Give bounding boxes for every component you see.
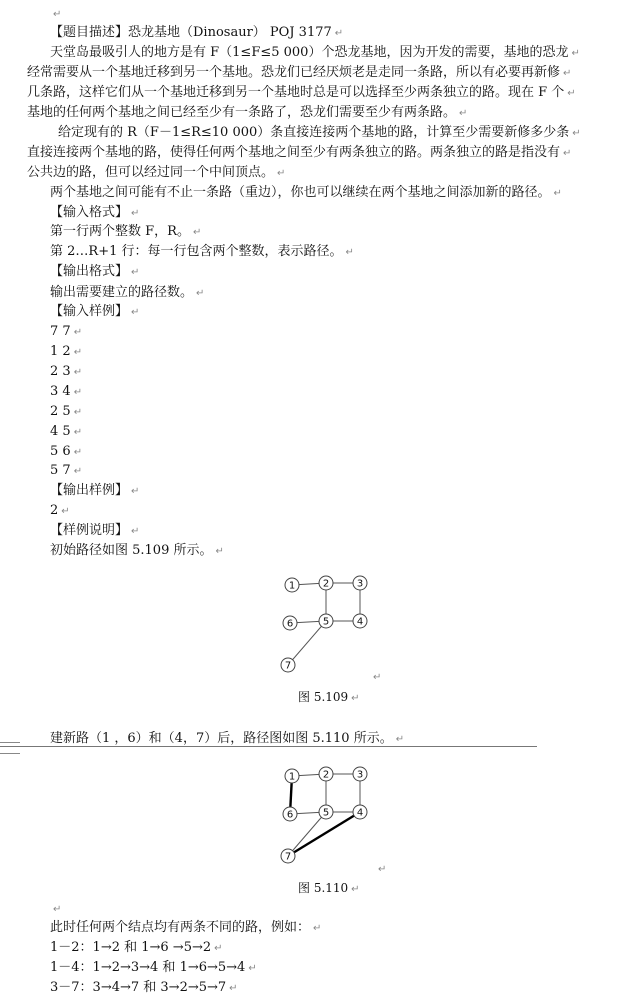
paragraph-text: 第一行两个整数 F，R。 [50, 224, 190, 239]
pilcrow-mark: ↵ [313, 923, 322, 934]
paragraph-explain1 [50, 541, 224, 561]
paragraph-s6 [50, 422, 82, 442]
pilcrow-mark: ↵ [61, 506, 70, 517]
paragraph-text: 直接连接两个基地的路，使得任何两个基地之间至少有两条独立的路。两条独立的路是指没有 [27, 145, 561, 160]
node-label: 4 [356, 807, 364, 819]
node-5 [319, 614, 333, 628]
paragraph-s8 [50, 461, 82, 481]
paragraph-out-val [50, 501, 70, 521]
node-label: 7 [284, 660, 292, 672]
graph-figure-5-109 [278, 571, 388, 681]
paragraph-desc2 [27, 63, 571, 83]
pilcrow-mark: ↵ [277, 168, 286, 179]
paragraph-desc5 [58, 123, 581, 143]
pilcrow-mark: ↵ [131, 267, 140, 278]
paragraph-title [50, 23, 343, 43]
paragraph-desc4 [27, 103, 467, 123]
paragraph-text: 输出需要建立的路径数。 [50, 285, 194, 300]
node-label: 6 [286, 618, 294, 630]
node-label: 2 [322, 769, 330, 781]
node-6 [283, 807, 297, 821]
pilcrow-mark: ↵ [53, 9, 62, 20]
pilcrow-mark: ↵ [395, 734, 405, 745]
pilcrow-mark: ↵ [131, 307, 140, 318]
paragraph-desc6 [27, 143, 571, 163]
pilcrow-mark: ↵ [563, 68, 572, 79]
paragraph-text: 【样例说明】 [50, 523, 129, 538]
paragraph-text: 【输出样例】 [50, 483, 129, 498]
paragraph-input-head [50, 203, 139, 223]
pilcrow-mark: ↵ [334, 28, 344, 39]
paragraph-desc3 [27, 83, 576, 103]
paragraph-desc8 [50, 183, 562, 203]
paragraph-text: 1 2 [50, 344, 71, 359]
paragraph-text: 2 3 [50, 364, 71, 379]
paragraph-text: 建新路（1 ，6）和（4，7）后，路径图如图 5.110 所示。 [50, 731, 393, 746]
page-break-marker [0, 742, 20, 754]
pilcrow-mark: ↵ [571, 48, 580, 59]
pilcrow-mark: ↵ [567, 88, 576, 99]
paragraph-text: 7 7 [50, 324, 71, 339]
node-1 [285, 769, 299, 783]
paragraph-text: 5 6 [50, 444, 71, 459]
paragraph-explain-head [50, 521, 139, 541]
pilcrow-mark: ↵ [73, 427, 83, 438]
page-break-line [0, 746, 537, 747]
paragraph-sample-in-head [50, 302, 139, 322]
pilcrow-mark: ↵ [373, 672, 382, 683]
node-label: 7 [284, 851, 292, 863]
paragraph-text: 【输入格式】 [50, 205, 129, 220]
paragraph-text: 【输入样例】 [50, 304, 129, 319]
paragraph-text: 【题目描述】恐龙基地（Dinosaur） POJ 3177 [50, 25, 332, 40]
node-label: 6 [286, 809, 294, 821]
pilcrow-mark: ↵ [131, 526, 140, 537]
pilcrow-mark: ↵ [553, 188, 562, 199]
node-5 [319, 805, 333, 819]
pilcrow-mark: ↵ [248, 963, 257, 974]
paragraph-s2 [50, 342, 82, 362]
paragraph-text: 公共边的路，但可以经过同一个中间顶点。 [27, 165, 275, 180]
node-3 [353, 767, 367, 781]
pilcrow-mark: ↵ [73, 327, 83, 338]
paragraph-s7 [50, 442, 82, 462]
paragraph-text: 经常需要从一个基地迁移到另一个基地。恐龙们已经厌烦老是走同一条路，所以有必要再新修 [27, 65, 561, 80]
paragraph-s5 [50, 402, 82, 422]
pilcrow-mark: ↵ [459, 108, 468, 119]
paragraph-text: 初始路径如图 5.109 所示。 [50, 543, 213, 558]
paragraph-ex2 [50, 958, 257, 978]
node-7 [281, 849, 295, 863]
paragraph-blank-after-cap2 [50, 899, 61, 919]
node-7 [281, 658, 295, 672]
paragraph-text: 两个基地之间可能有不止一条路（重边），你也可以继续在两个基地之间添加新的路径。 [50, 185, 551, 200]
pilcrow-mark: ↵ [53, 904, 62, 915]
paragraph-text: 图 5.109 [298, 690, 349, 704]
node-label: 5 [322, 807, 330, 819]
pilcrow-mark: ↵ [73, 367, 83, 378]
pilcrow-mark: ↵ [73, 447, 83, 458]
pilcrow-mark: ↵ [351, 884, 360, 895]
paragraph-text: 4 5 [50, 424, 71, 439]
paragraph-sample-out-head [50, 481, 139, 501]
pilcrow-mark: ↵ [345, 247, 354, 258]
paragraph-text: 3 4 [50, 384, 71, 399]
node-label: 4 [356, 616, 364, 628]
pilcrow-mark: ↵ [131, 208, 140, 219]
paragraph-text: 2 5 [50, 404, 71, 419]
node-6 [283, 616, 297, 630]
node-4 [353, 614, 367, 628]
paragraph-s4 [50, 382, 82, 402]
pilcrow-mark: ↵ [131, 486, 140, 497]
node-2 [319, 767, 333, 781]
paragraph-ex3 [50, 978, 238, 998]
pilcrow-mark: ↵ [73, 466, 83, 477]
paragraph-text: 3－7：3→4→7 和 3→2→5→7 [50, 980, 227, 995]
paragraph-text: 天堂岛最吸引人的地方是有 F（1≤F≤5 000）个恐龙基地，因为开发的需要，基地的恐龙 [50, 45, 569, 60]
paragraph-input1 [50, 222, 201, 242]
paragraph-s3 [50, 362, 82, 382]
pilcrow-mark: ↵ [214, 943, 223, 954]
pilcrow-mark: ↵ [73, 407, 83, 418]
paragraph-output-head [50, 262, 139, 282]
node-3 [353, 576, 367, 590]
paragraph-text: 【输出格式】 [50, 264, 129, 279]
pilcrow-mark: ↵ [73, 347, 83, 358]
paragraph-ex1 [50, 938, 223, 958]
paragraph-text: 2 [50, 503, 59, 518]
paragraph-desc7 [27, 163, 285, 183]
paragraph-text: 5 7 [50, 463, 71, 478]
paragraph-text: 几条路，这样它们从一个基地迁移到另一个基地时总是可以选择至少两条独立的路。现在 F 个 [27, 85, 565, 100]
paragraph-text: 第 2…R+1 行：每一行包含两个整数，表示路径。 [50, 244, 343, 259]
node-label: 3 [356, 769, 364, 781]
graph-figure-5-110 [278, 762, 388, 872]
node-label: 1 [288, 771, 296, 783]
pilcrow-mark: ↵ [563, 148, 572, 159]
pilcrow-mark: ↵ [192, 227, 202, 238]
node-label: 5 [322, 616, 330, 628]
paragraph-input2 [50, 242, 354, 262]
pilcrow-mark: ↵ [215, 546, 224, 557]
pilcrow-mark: ↵ [572, 128, 581, 139]
node-4 [353, 805, 367, 819]
pilcrow-mark: ↵ [196, 288, 205, 299]
paragraph-text: 1－4：1→2→3→4 和 1→6→5→4 [50, 960, 246, 975]
pilcrow-mark: ↵ [351, 693, 360, 704]
paragraph-cap1 [298, 688, 360, 708]
node-2 [319, 576, 333, 590]
pilcrow-mark: ↵ [73, 387, 83, 398]
node-label: 3 [356, 578, 364, 590]
paragraph-desc1 [50, 43, 580, 63]
paragraph-text: 基地的任何两个基地之间已经至少有一条路了，恐龙们需要至少有两条路。 [27, 105, 457, 120]
node-label: 1 [288, 580, 296, 592]
paragraph-text: 1－2：1→2 和 1→6 →5→2 [50, 940, 212, 955]
paragraph-top-mark [50, 4, 61, 24]
paragraph-text: 此时任何两个结点均有两条不同的路，例如： [50, 920, 311, 935]
paragraph-two-paths [50, 918, 321, 938]
node-label: 2 [322, 578, 330, 590]
paragraph-s1 [50, 322, 82, 342]
paragraph-cap2 [298, 879, 360, 899]
paragraph-text: 给定现有的 R（F－1≤R≤10 000）条直接连接两个基地的路，计算至少需要新修多少条 [58, 125, 570, 140]
paragraph-output1 [50, 283, 204, 303]
node-1 [285, 578, 299, 592]
pilcrow-mark: ↵ [378, 864, 387, 875]
paragraph-text: 图 5.110 [298, 881, 349, 895]
pilcrow-mark: ↵ [229, 983, 238, 994]
